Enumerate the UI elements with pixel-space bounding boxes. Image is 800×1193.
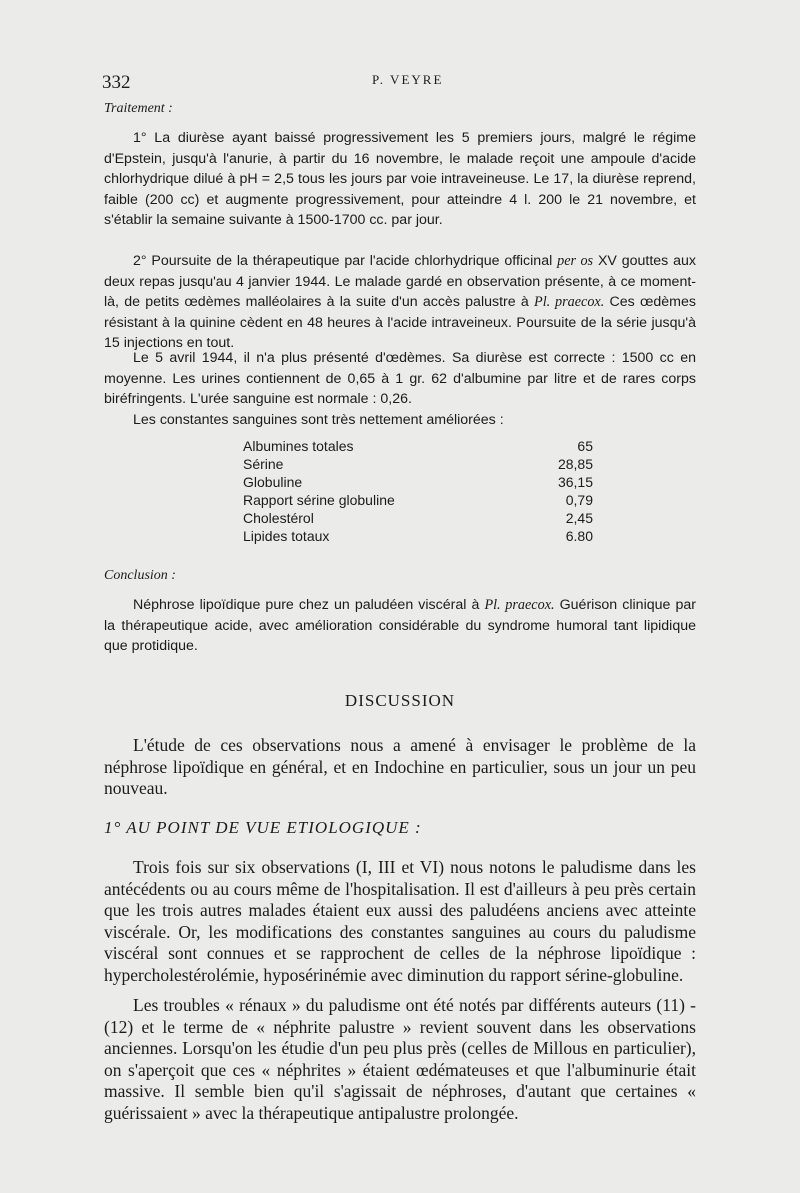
discussion-title: DISCUSSION bbox=[344, 691, 456, 710]
etiology-paragraph-2: Les troubles « rénaux » du paludisme ont été notés par différents auteurs (11) - (12) et le terme de « néphrite palustre » revient souvent dans les observations anciennes. Lorsqu'on les étudie d'un peu plus près (celles de Millous en particulier), on s'aperçoit que ces « néphrites » étaient œdémateuses et que l'albuminurie était massive. Il semble bien qu'il s'agissait de néphroses, d'autant que certaines « guérissaient » avec la thérapeutique antipalustre prolongée. bbox=[104, 995, 696, 1123]
traitement-paragraph-3: Le 5 avril 1944, il n'a plus présenté d'œdèmes. Sa diurèse est correcte : 1500 cc en moyenne. Les urines contiennent de 0,65 à 1 gr. 62 d'albumine par litre et de rares corps biréfringents. L'urée sanguine est normale : 0,26. bbox=[104, 350, 696, 407]
discussion-intro: L'étude de ces observations nous a amené à envisager le problème de la néphrose lipoïdique en général, et en Indochine en particulier, sous un jour un peu nouveau. bbox=[104, 735, 696, 799]
traitement-paragraph-1: 1° La diurèse ayant baissé progressivement les 5 premiers jours, malgré le régime d'Epstein, jusqu'à l'anurie, à partir du 16 novembre, le malade reçoit une ampoule d'acide chlorhydrique dilué à pH = 2,5 tous les jours par voie intraveineuse. Le 17, la diurèse reprend, faible (200 cc) et augmente progressivement, pour atteindre 4 l. 200 le 21 novembre, et s'établir la semaine suivante à 1500-1700 cc. par jour. bbox=[104, 130, 696, 228]
table-row: Sérine 28,85 bbox=[243, 456, 593, 472]
conclusion-heading: Conclusion : bbox=[104, 568, 176, 583]
table-row: Lipides totaux 6.80 bbox=[243, 528, 593, 544]
etiology-paragraph-1: Trois fois sur six observations (I, III et VI) nous notons le paludisme dans les antécédents ou au cours même de l'hospitalisation. Il est d'ailleurs à peu près certain que les trois autres malades étaient eux aussi des paludéens anciens avec atteinte viscérale. Or, les modifications des constantes sanguines au cours du paludisme viscéral sont connues et se rapprochent de celles de la néphrose lipoïdique : hypercholestérolémie, hyposérinémie avec diminution du rapport sérine-globuline. bbox=[104, 857, 696, 985]
table-row: Globuline 36,15 bbox=[243, 474, 593, 490]
table-row: Rapport sérine globuline 0,79 bbox=[243, 492, 593, 508]
conclusion-paragraph: Néphrose lipoïdique pure chez un paludéen viscéral à Pl. praecox. Guérison clinique par la thérapeutique acide, avec amélioration considérable du syndrome humoral tant lipidique que protidique. bbox=[104, 597, 696, 654]
running-head: P. VEYRE bbox=[372, 72, 444, 87]
table-row: Albumines totales 65 bbox=[243, 438, 593, 454]
section-title: 1° AU POINT DE VUE ETIOLOGIQUE : bbox=[104, 818, 422, 837]
blood-constants-table bbox=[243, 436, 593, 544]
traitement-paragraph-4: Les constantes sanguines sont très nettement améliorées : bbox=[133, 412, 504, 428]
table-row: Cholestérol 2,45 bbox=[243, 510, 593, 526]
page-number: 332 bbox=[102, 72, 131, 93]
traitement-paragraph-2: 2° Poursuite de la thérapeutique par l'acide chlorhydrique officinal per os XV gouttes aux deux repas jusqu'au 4 janvier 1944. Le malade gardé en observation présente, à ce moment-là, de petits œdèmes malléolaires à la suite d'un accès palustre à Pl. praecox. Ces œdèmes résistant à la quinine cèdent en 48 heures à l'acide intraveineux. Poursuite de la série jusqu'à 15 injections en tout. bbox=[104, 253, 696, 351]
traitement-heading: Traitement : bbox=[104, 101, 173, 116]
